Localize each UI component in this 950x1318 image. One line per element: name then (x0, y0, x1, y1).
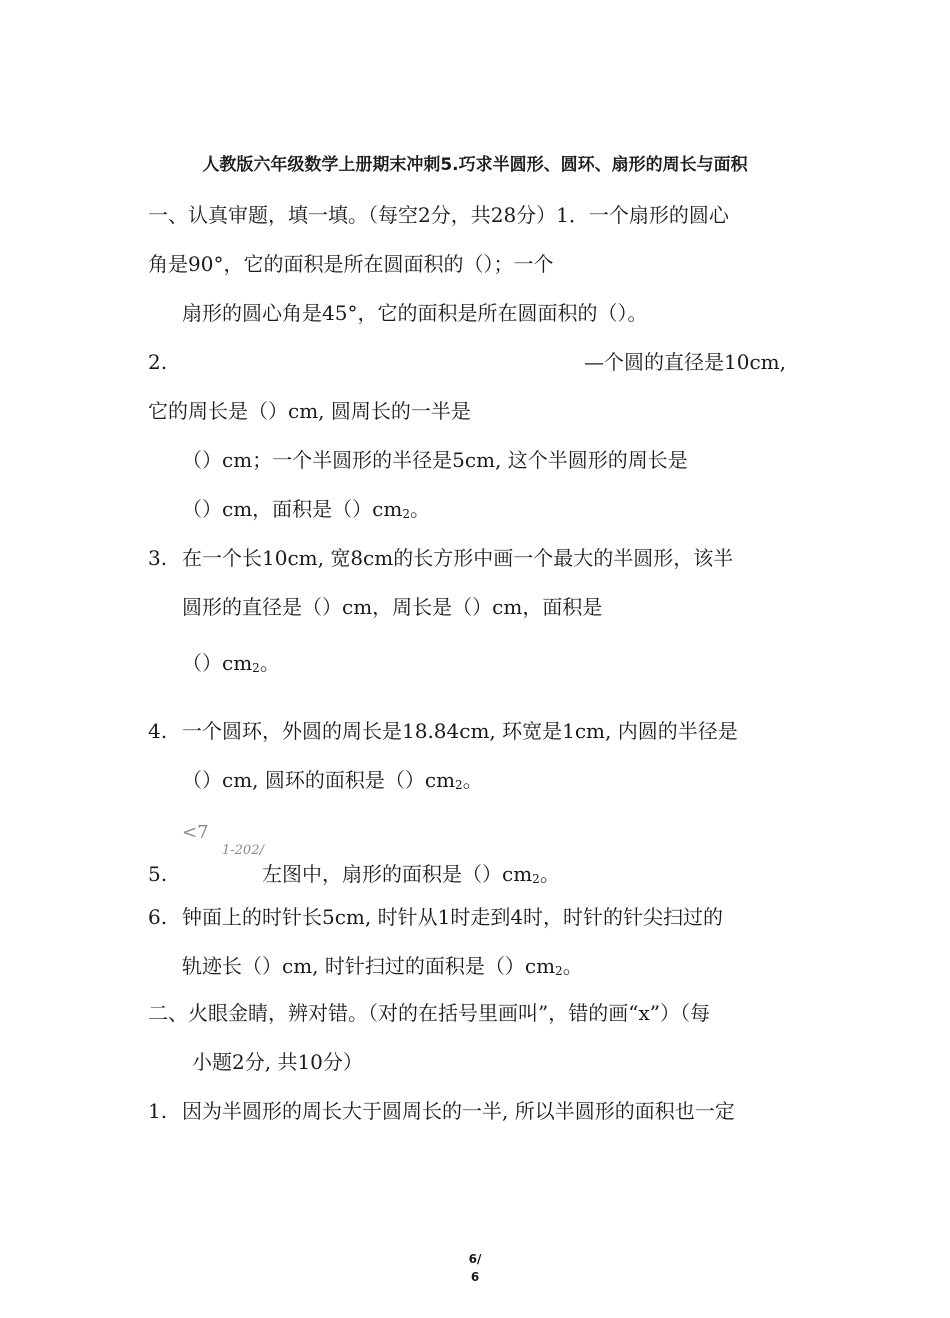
s2-q1-number: 1. (148, 1099, 168, 1123)
q6-line1 (148, 904, 723, 930)
q5-line1-superscript: 2 (532, 872, 540, 886)
q3-line3-superscript: 2 (252, 661, 260, 675)
page-title: 人教版六年级数学上册期末冲刺5.巧求半圆形、圆环、扇形的周长与面积 (202, 155, 748, 175)
q2-line4-text: （）cm，面积是（）cm (182, 497, 403, 521)
figure-mark-label: 1-202/ (222, 843, 264, 858)
q4-line2-text: （）cm, 圆环的面积是（）cm (182, 768, 456, 792)
q3-line1 (148, 545, 733, 571)
q2-line2: 它的周长是（）cm, 圆周长的一半是 (148, 399, 471, 423)
q3-line3-text: （）cm (182, 651, 253, 675)
q6-line2-end: 。 (562, 954, 583, 978)
page-number-bottom: 6 (470, 1270, 480, 1284)
s2-q1-line1 (148, 1098, 735, 1124)
q3-line3 (182, 650, 280, 681)
q6-line2 (182, 953, 583, 984)
q4-line2 (182, 767, 483, 798)
q4-line1 (148, 718, 738, 744)
section1-heading: 一、认真审题，填一填。（每空2分，共28分）1．一个扇形的圆心 (148, 203, 729, 227)
q3-line2: 圆形的直径是（）cm，周长是（）cm，面积是 (182, 595, 603, 619)
q6-number: 6. (148, 905, 168, 929)
q1-line3: 扇形的圆心角是45°，它的面积是所在圆面积的（）。 (182, 301, 648, 325)
q3-line1-text: 在一个长10cm, 宽8cm的长方形中画一个最大的半圆形，该半 (182, 546, 734, 570)
q2-line3: （）cm；一个半圆形的半径是5cm, 这个半圆形的周长是 (182, 448, 688, 472)
q2-number: 2. (148, 350, 168, 374)
section2-heading: 二、火眼金睛，辨对错。（对的在括号里画叫”，错的画“x”）（每 (148, 1001, 710, 1025)
q3-line3-end: 。 (259, 651, 280, 675)
q5-number: 5. (148, 862, 168, 886)
q6-line1-text: 钟面上的时针长5cm, 时针从1时走到4时，时针的针尖扫过的 (182, 905, 724, 929)
figure-mark-angle: <7 (182, 822, 209, 843)
q4-line1-text: 一个圆环，外圆的周长是18.84cm, 环宽是1cm, 内圆的半径是 (182, 719, 738, 743)
q6-line2-text: 轨迹长（）cm, 时针扫过的面积是（）cm (182, 954, 556, 978)
q3-number: 3. (148, 546, 168, 570)
q5-line1 (262, 861, 560, 892)
q1-line2: 角是90°，它的面积是所在圆面积的（）；一个 (148, 252, 554, 276)
q2-line1: —个圆的直径是10cm, (584, 350, 786, 374)
q5-line1-text: 左图中，扇形的面积是（）cm (262, 862, 533, 886)
section2-heading-line2: 小题2分, 共10分） (192, 1050, 363, 1074)
q2-line4-end: 。 (409, 497, 430, 521)
page-number-top: 6/ (468, 1252, 482, 1266)
q4-line2-superscript: 2 (455, 778, 463, 792)
s2-q1-line1-text: 因为半圆形的周长大于圆周长的一半, 所以半圆形的面积也一定 (182, 1099, 735, 1123)
q4-number: 4. (148, 719, 168, 743)
q2-line4-superscript: 2 (402, 507, 410, 521)
q5-line1-end: 。 (539, 862, 560, 886)
q6-line2-superscript: 2 (555, 964, 563, 978)
q2-line4 (182, 496, 430, 527)
q4-line2-end: 。 (462, 768, 483, 792)
